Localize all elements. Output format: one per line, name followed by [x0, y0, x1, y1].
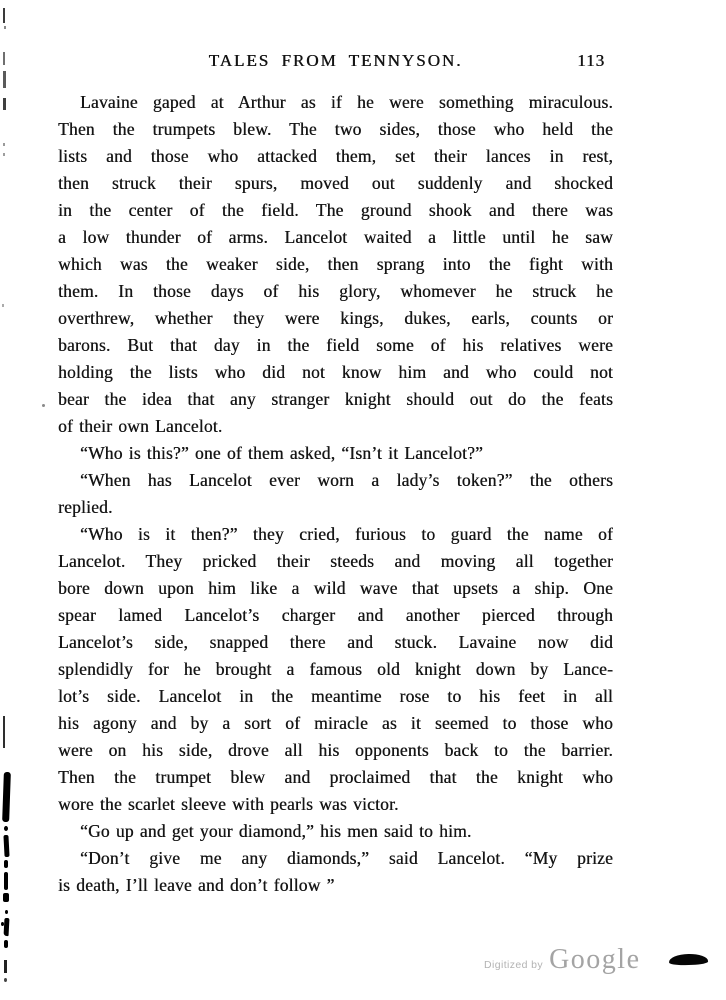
scan-artifact	[3, 143, 5, 146]
scan-artifact	[4, 826, 8, 831]
scan-smudge	[669, 953, 708, 965]
text-line: Then the trumpet blew and proclaimed that the knight who	[58, 767, 613, 787]
text-line: lists and those who attacked them, set their lances in rest,	[58, 146, 613, 166]
text-line: bear the idea that any stranger knight should out do the feats	[58, 389, 613, 409]
scan-artifact	[1, 922, 4, 926]
text-line: Then the trumpets blew. The two sides, those who held the	[58, 119, 613, 139]
text-line: barons. But that day in the field some of his relatives were	[58, 335, 613, 355]
text-line: spear lamed Lancelot’s charger and another pierced through	[58, 605, 613, 625]
text-line: splendidly for he brought a famous old knight down by Lance-	[58, 659, 613, 679]
text-line: bore down upon him like a wild wave that upsets a ship. One	[58, 578, 613, 598]
text-line: were on his side, drove all his opponents back to the barrier.	[58, 740, 613, 760]
scan-artifact	[4, 940, 8, 948]
scan-artifact	[4, 26, 6, 29]
scan-artifact	[4, 860, 8, 868]
scan-artifact	[3, 716, 5, 748]
text-line: then struck their spurs, moved out suddenly and shocked	[58, 173, 613, 193]
text-line: “Go up and get your diamond,” his men said to him.	[80, 821, 472, 841]
scan-artifact	[4, 978, 7, 982]
text-line: his agony and by a sort of miracle as it seemed to those who	[58, 713, 613, 733]
text-line: “Who is this?” one of them asked, “Isn’t it Lancelot?”	[80, 443, 484, 463]
text-line: is death, I’ll leave and don’t follow ”	[58, 875, 335, 895]
text-line: Lancelot’s side, snapped there and stuck. Lavaine now did	[58, 632, 613, 652]
scan-artifact	[42, 404, 45, 407]
google-logo: Google	[549, 944, 641, 975]
scan-artifact	[2, 772, 11, 822]
scan-artifact	[4, 872, 8, 890]
scan-artifact	[2, 304, 4, 307]
text-line: which was the weaker side, then sprang into the fight with	[58, 254, 613, 274]
text-line: “Don’t give me any diamonds,” said Lancelot. “My prize	[80, 848, 613, 868]
text-line: “Who is it then?” they cried, furious to guard the name of	[80, 524, 613, 544]
text-line: Lancelot. They pricked their steeds and moving all together	[58, 551, 613, 571]
scan-artifact	[3, 835, 9, 857]
scan-artifact	[3, 71, 6, 88]
digitization-watermark	[484, 944, 641, 976]
text-line: overthrew, whether they were kings, dukes, earls, counts or	[58, 308, 613, 328]
text-line: lot’s side. Lancelot in the meantime rose to his feet in all	[58, 686, 613, 706]
page-header	[58, 51, 613, 73]
scan-artifact	[4, 918, 10, 936]
scan-artifact	[5, 910, 8, 914]
scan-artifact	[3, 98, 6, 110]
text-line: “When has Lancelot ever worn a lady’s token?” the others	[80, 470, 613, 490]
running-title: TALES FROM TENNYSON.	[208, 51, 463, 70]
scan-artifact	[3, 8, 5, 23]
text-line: wore the scarlet sleeve with pearls was victor.	[58, 794, 399, 814]
text-line: of their own Lancelot.	[58, 416, 223, 436]
text-line: Lavaine gaped at Arthur as if he were something miraculous.	[80, 92, 613, 112]
scan-artifact	[3, 52, 5, 65]
page-number: 113	[577, 51, 605, 70]
body-text	[58, 89, 613, 899]
text-line: holding the lists who did not know him and who could not	[58, 362, 613, 382]
scan-artifact	[3, 153, 5, 156]
scan-artifact	[4, 960, 7, 973]
digitized-by-label: Digitized by	[484, 959, 544, 971]
text-line: them. In those days of his glory, whomever he struck he	[58, 281, 613, 301]
text-line: a low thunder of arms. Lancelot waited a little until he saw	[58, 227, 613, 247]
text-line: in the center of the field. The ground shook and there was	[58, 200, 613, 220]
scan-artifact	[3, 893, 9, 902]
text-line: replied.	[58, 497, 113, 517]
